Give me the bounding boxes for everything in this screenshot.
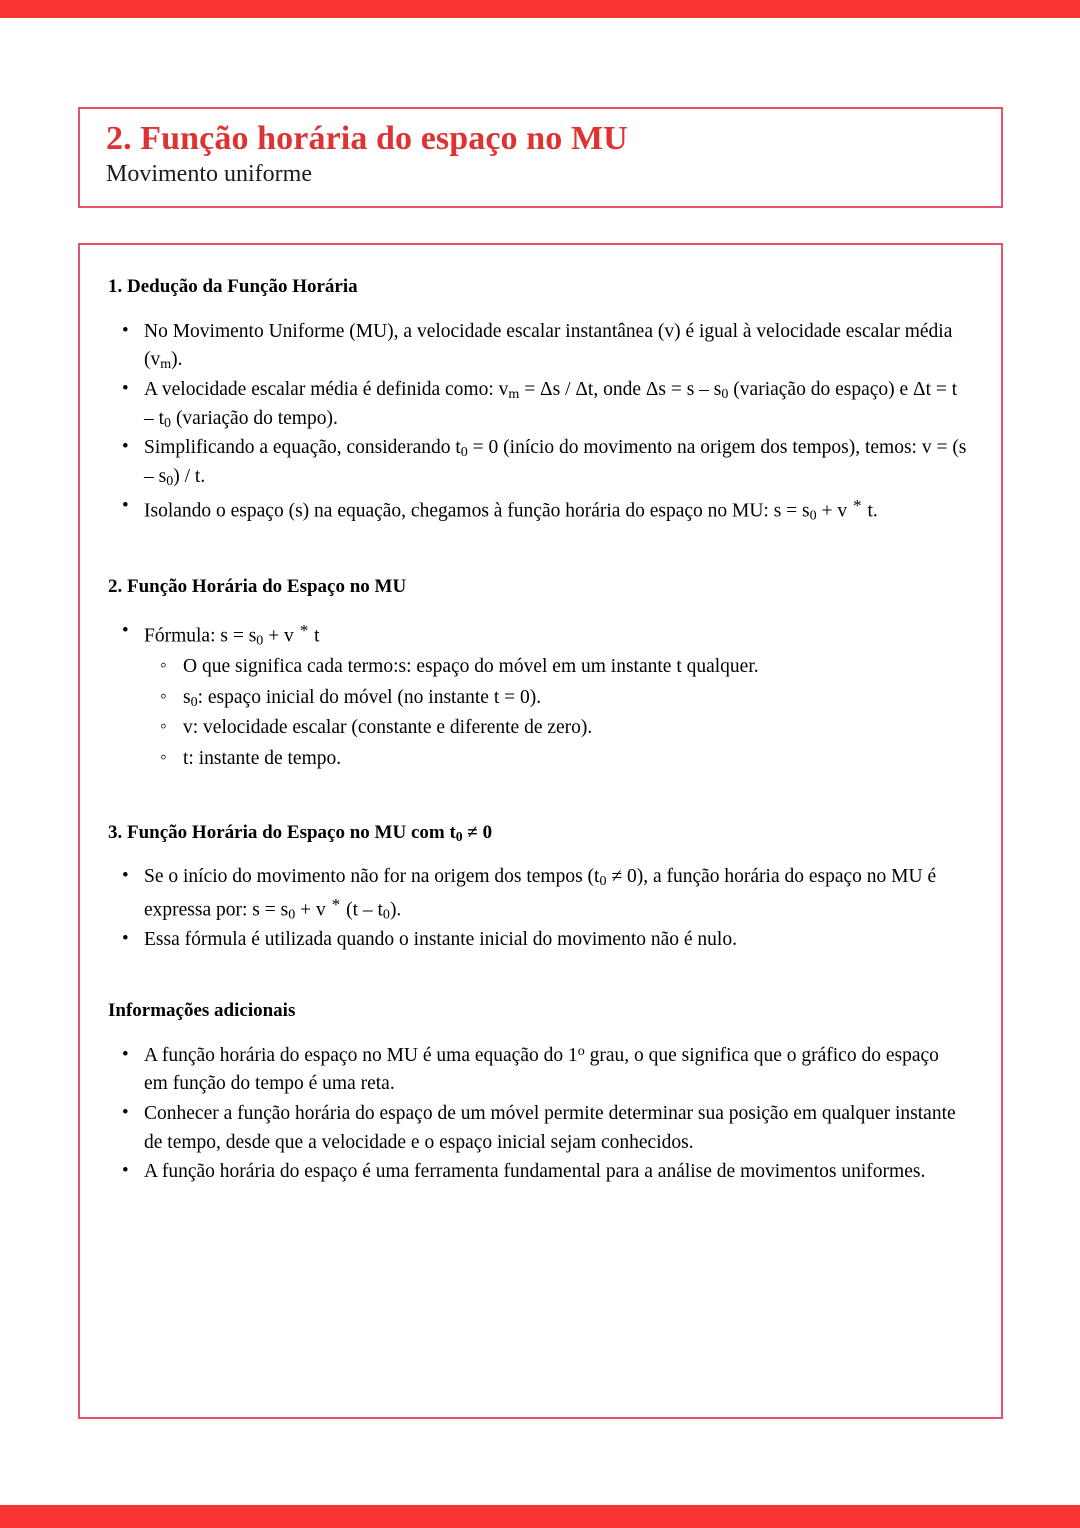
header-box (78, 107, 1003, 208)
list-item: • Se o início do movimento não for na origem dos tempos $(t_0 \ne 0)$, a função horária do espaço no MU é expressa por: $s = s_0 + v * (t - t_0)$. (108, 863, 967, 925)
bullet-list-informacoes (108, 1042, 967, 1187)
list-item: • A velocidade escalar média é definida como: $v_m = \Delta s / \Delta t$, onde $\Delta s = s - s_0$ (variação do espaço) e $\Delta t = t - t_0$ (variação do tempo). (108, 376, 967, 433)
bullet-list-t0 (108, 863, 967, 955)
list-item: • A função horária do espaço é uma ferramenta fundamental para a análise de movimentos uniformes. (108, 1158, 967, 1187)
list-item: • Conhecer a função horária do espaço de um móvel permite determinar sua posição em qualquer instante de tempo, desde que a velocidade e o espaço inicial sejam conhecidos. (108, 1100, 967, 1157)
list-item: • Simplificando a equação, considerando $t_0 = 0$ (início do movimento na origem dos tempos), temos: $v = (s - s_0) / t$. (108, 434, 967, 491)
section-heading-informacoes-adicionais: Informações adicionais (108, 999, 296, 1021)
bottom-accent-bar (0, 1505, 1080, 1528)
top-accent-bar (0, 0, 1080, 18)
list-item: ◦ v: velocidade escalar (constante e diferente de zero). (144, 714, 967, 743)
list-item: • Essa fórmula é utilizada quando o instante inicial do movimento não é nulo. (108, 926, 967, 955)
bullet-list-deducao (108, 318, 967, 526)
list-item: • Isolando o espaço (s) na equação, chegamos à função horária do espaço no MU: $s = s_0 + v * t$. (108, 493, 967, 526)
list-item: ◦ t: instante de tempo. (144, 745, 967, 774)
section-heading-funcao-horaria: 2. Função Horária do Espaço no MU (108, 575, 407, 597)
bullet-list-formula (108, 618, 967, 774)
list-item: ◦ O que significa cada termo:s: espaço do móvel em um instante t qualquer. (144, 653, 967, 682)
header-content (80, 109, 1001, 189)
sub-bullet-list-termos (144, 653, 967, 774)
section-heading-deducao: 1. Dedução da Função Horária (108, 276, 358, 297)
list-item: • Fórmula: $s = s_0 + v * t$ ◦ O que significa cada termo:s: espaço do móvel em um instante t qualquer. ◦ $s_0$: espaço inicial do móvel (no instante t = 0). ◦ v: velocidade escalar (constante e diferente de zero). ◦ t: instante de tempo. (108, 618, 967, 774)
page-title: 2. Função horária do espaço no MU (106, 120, 628, 157)
content-box (78, 243, 1003, 1419)
page-subtitle: Movimento uniforme (106, 161, 312, 188)
section-heading-t0-diferente-zero: 3. Função Horária do Espaço no MU com $t_0 \ne 0$ (108, 821, 493, 844)
list-item: • No Movimento Uniforme (MU), a velocidade escalar instantânea (v) é igual à velocidade escalar média $(v_m)$. (108, 318, 967, 375)
content-body (80, 245, 1001, 1187)
list-item: ◦ $s_0$: espaço inicial do móvel (no instante t = 0). (144, 684, 967, 713)
list-item: • A função horária do espaço no MU é uma equação do 1$^o$ grau, o que significa que o gráfico do espaço em função do tempo é uma reta. (108, 1042, 967, 1099)
